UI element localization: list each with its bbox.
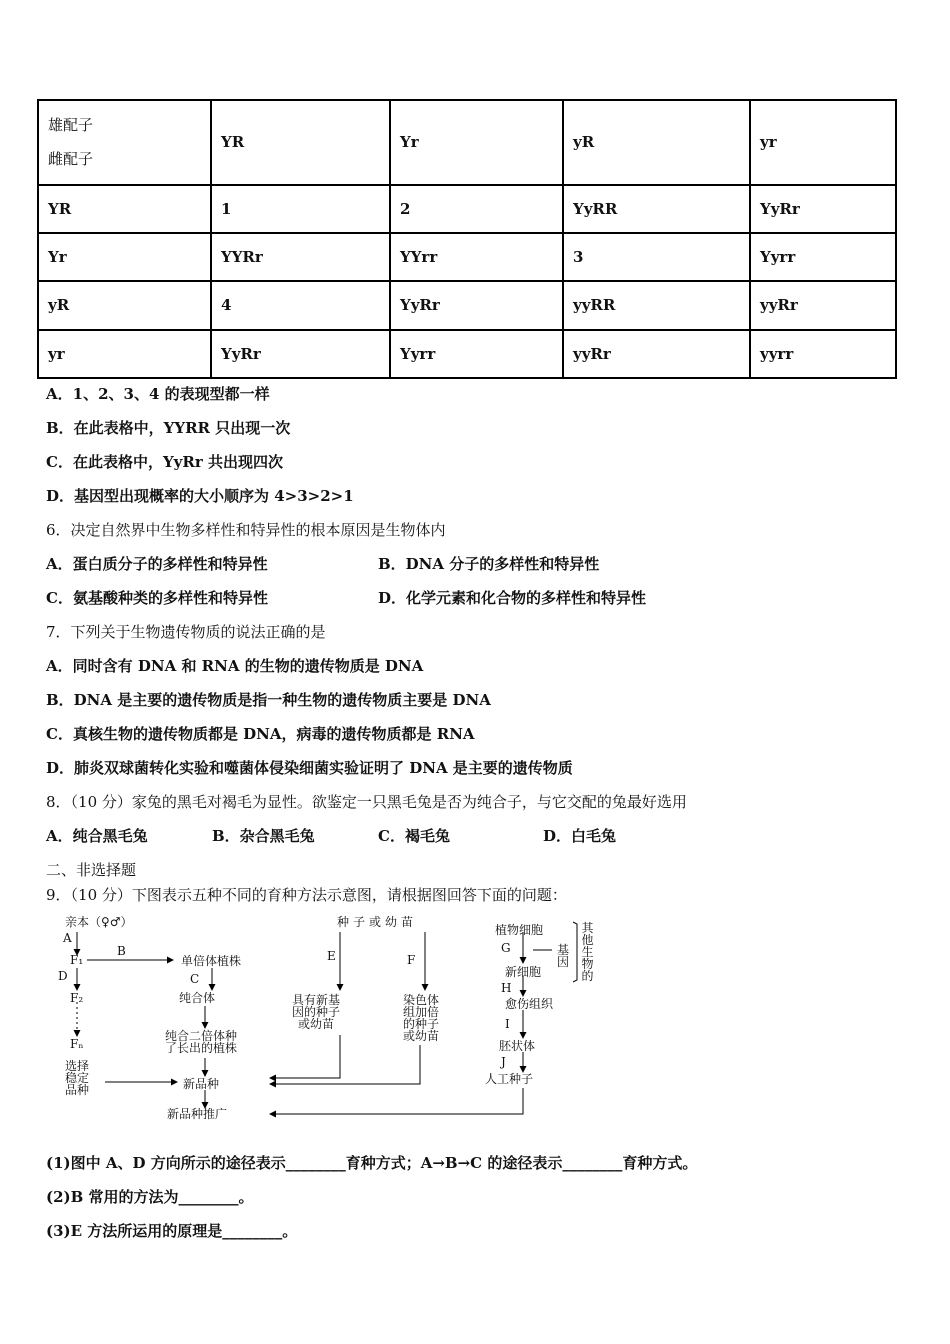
q6-stem: 6．决定自然界中生物多样性和特异性的根本原因是生物体内 — [46, 521, 446, 539]
header-cell: YR — [211, 100, 390, 185]
header-cell: yr — [750, 100, 896, 185]
table-row — [38, 330, 896, 378]
q6-option-b: B．DNA 分子的多样性和特异性 — [378, 555, 600, 573]
q6-option-a: A．蛋白质分子的多样性和特异性 — [46, 555, 268, 573]
q7-stem: 7．下列关于生物遗传物质的说法正确的是 — [46, 623, 326, 641]
q5-option-d: D．基因型出现概率的大小顺序为 4>3>2>1 — [46, 487, 354, 505]
pure-diploid-label-2: 了长出的植株 — [165, 1041, 238, 1055]
q8-option-b: B．杂合黑毛兔 — [212, 827, 315, 845]
label-f2: F₂ — [70, 991, 84, 1005]
q7-option-c: C．真核生物的遗传物质都是 DNA，病毒的遗传物质都是 RNA — [46, 725, 475, 743]
label-a: A — [63, 931, 72, 945]
punnett-table — [37, 99, 897, 379]
q5-option-a: A．1、2、3、4 的表现型都一样 — [46, 385, 270, 403]
table-cell: YYRr — [211, 233, 390, 281]
table-row — [38, 233, 896, 281]
table-cell: Yyrr — [750, 233, 896, 281]
q5-option-c: C．在此表格中，YyRr 共出现四次 — [46, 453, 283, 471]
q7-option-b: B．DNA 是主要的遗传物质是指一种生物的遗传物质主要是 DNA — [46, 691, 491, 709]
table-corner-cell — [38, 100, 211, 185]
plant-cell-label: 植物细胞 — [495, 923, 544, 937]
label-e: E — [327, 949, 336, 963]
table-row — [38, 185, 896, 233]
callus-label: 愈伤组织 — [505, 997, 554, 1011]
label-h: H — [501, 981, 512, 995]
label-c: C — [190, 972, 200, 986]
row-label: yR — [38, 281, 211, 329]
table-cell: yyRr — [750, 281, 896, 329]
q7-option-d: D．肺炎双球菌转化实验和噬菌体侵染细菌实验证明了 DNA 是主要的遗传物质 — [46, 759, 573, 777]
male-gamete-label: 雄配子 — [48, 116, 94, 135]
other-organism-label: 其他生物的 — [581, 921, 594, 983]
chromosome-label-2: 组加倍 — [403, 1005, 440, 1019]
select-label-1: 选择 — [65, 1059, 90, 1073]
q6-option-c: C．氨基酸种类的多样性和特异性 — [46, 589, 268, 607]
q5-option-b: B．在此表格中，YYRR 只出现一次 — [46, 419, 291, 437]
section-heading: 二、非选择题 — [46, 861, 137, 879]
table-cell: YyRr — [390, 281, 563, 329]
new-variety-label: 新品种 — [183, 1077, 220, 1091]
label-g: G — [501, 941, 511, 955]
table-cell: 3 — [563, 233, 750, 281]
header-cell: Yr — [390, 100, 563, 185]
table-cell: yyrr — [750, 330, 896, 378]
select-label-2: 稳定 — [65, 1071, 90, 1085]
new-gene-label-2: 因的种子 — [292, 1005, 341, 1019]
table-cell: YYrr — [390, 233, 563, 281]
table-cell: YyRr — [750, 185, 896, 233]
chromosome-label-3: 的种子 — [403, 1017, 440, 1031]
row-label: yr — [38, 330, 211, 378]
label-fn: Fₙ — [70, 1037, 84, 1051]
table-cell: 4 — [211, 281, 390, 329]
table-cell: Yyrr — [390, 330, 563, 378]
label-j: J — [501, 1055, 506, 1069]
female-gamete-label: 雌配子 — [48, 150, 94, 169]
table-cell: YyRR — [563, 185, 750, 233]
q9-part-3: (3)E 方法所运用的原理是________。 — [46, 1222, 298, 1240]
artificial-seed-label: 人工种子 — [485, 1072, 534, 1086]
table-cell: 1 — [211, 185, 390, 233]
embryoid-label: 胚状体 — [499, 1039, 536, 1053]
table-header-row — [38, 100, 896, 185]
haploid-label: 单倍体植株 — [181, 954, 242, 968]
q9-part-1: (1)图中 A、D 方向所示的途径表示________育种方式；A→B→C 的途径表示________育种方式。 — [46, 1154, 698, 1172]
corner-dashed-line — [39, 184, 210, 186]
q8-option-a: A．纯合黑毛兔 — [46, 827, 148, 845]
chromosome-label-4: 或幼苗 — [403, 1029, 440, 1043]
parent-label: 亲本（♀♂） — [65, 915, 133, 929]
pure-diploid-label-1: 纯合二倍体种 — [165, 1029, 238, 1043]
seed-label: 种子或幼苗 — [337, 915, 418, 929]
label-f1: F₁ — [70, 953, 84, 967]
q8-stem: 8．（10 分）家兔的黑毛对褐毛为显性。欲鉴定一只黑毛兔是否为纯合子，与它交配的兔最好选用 — [46, 793, 687, 811]
q6-option-d: D．化学元素和化合物的多样性和特异性 — [378, 589, 647, 607]
table-cell: YyRr — [211, 330, 390, 378]
q9-part-2: (2)B 常用的方法为________。 — [46, 1188, 254, 1206]
q9-stem: 9．（10 分）下图表示五种不同的育种方法示意图，请根据图回答下面的问题： — [46, 886, 567, 904]
chromosome-label-1: 染色体 — [403, 993, 440, 1007]
row-label: YR — [38, 185, 211, 233]
label-b: B — [117, 944, 126, 958]
new-cell-label: 新细胞 — [505, 965, 542, 979]
table-cell: yyRr — [563, 330, 750, 378]
label-i: I — [505, 1017, 510, 1031]
breeding-diagram — [55, 910, 615, 1125]
table-row — [38, 281, 896, 329]
select-label-3: 品种 — [65, 1083, 90, 1097]
gene-label-1: 基 — [557, 943, 570, 957]
gene-label-2: 因 — [557, 955, 570, 969]
promote-label: 新品种推广 — [167, 1107, 228, 1121]
new-gene-label-3: 或幼苗 — [298, 1017, 335, 1031]
pure-label: 纯合体 — [179, 991, 216, 1005]
table-cell: yyRR — [563, 281, 750, 329]
label-f: F — [407, 953, 416, 967]
q8-option-c: C．褐毛兔 — [378, 827, 450, 845]
q8-option-d: D．白毛兔 — [543, 827, 617, 845]
q7-option-a: A．同时含有 DNA 和 RNA 的生物的遗传物质是 DNA — [46, 657, 424, 675]
row-label: Yr — [38, 233, 211, 281]
label-d: D — [58, 969, 68, 983]
new-gene-label-1: 具有新基 — [292, 993, 341, 1007]
header-cell: yR — [563, 100, 750, 185]
table-cell: 2 — [390, 185, 563, 233]
